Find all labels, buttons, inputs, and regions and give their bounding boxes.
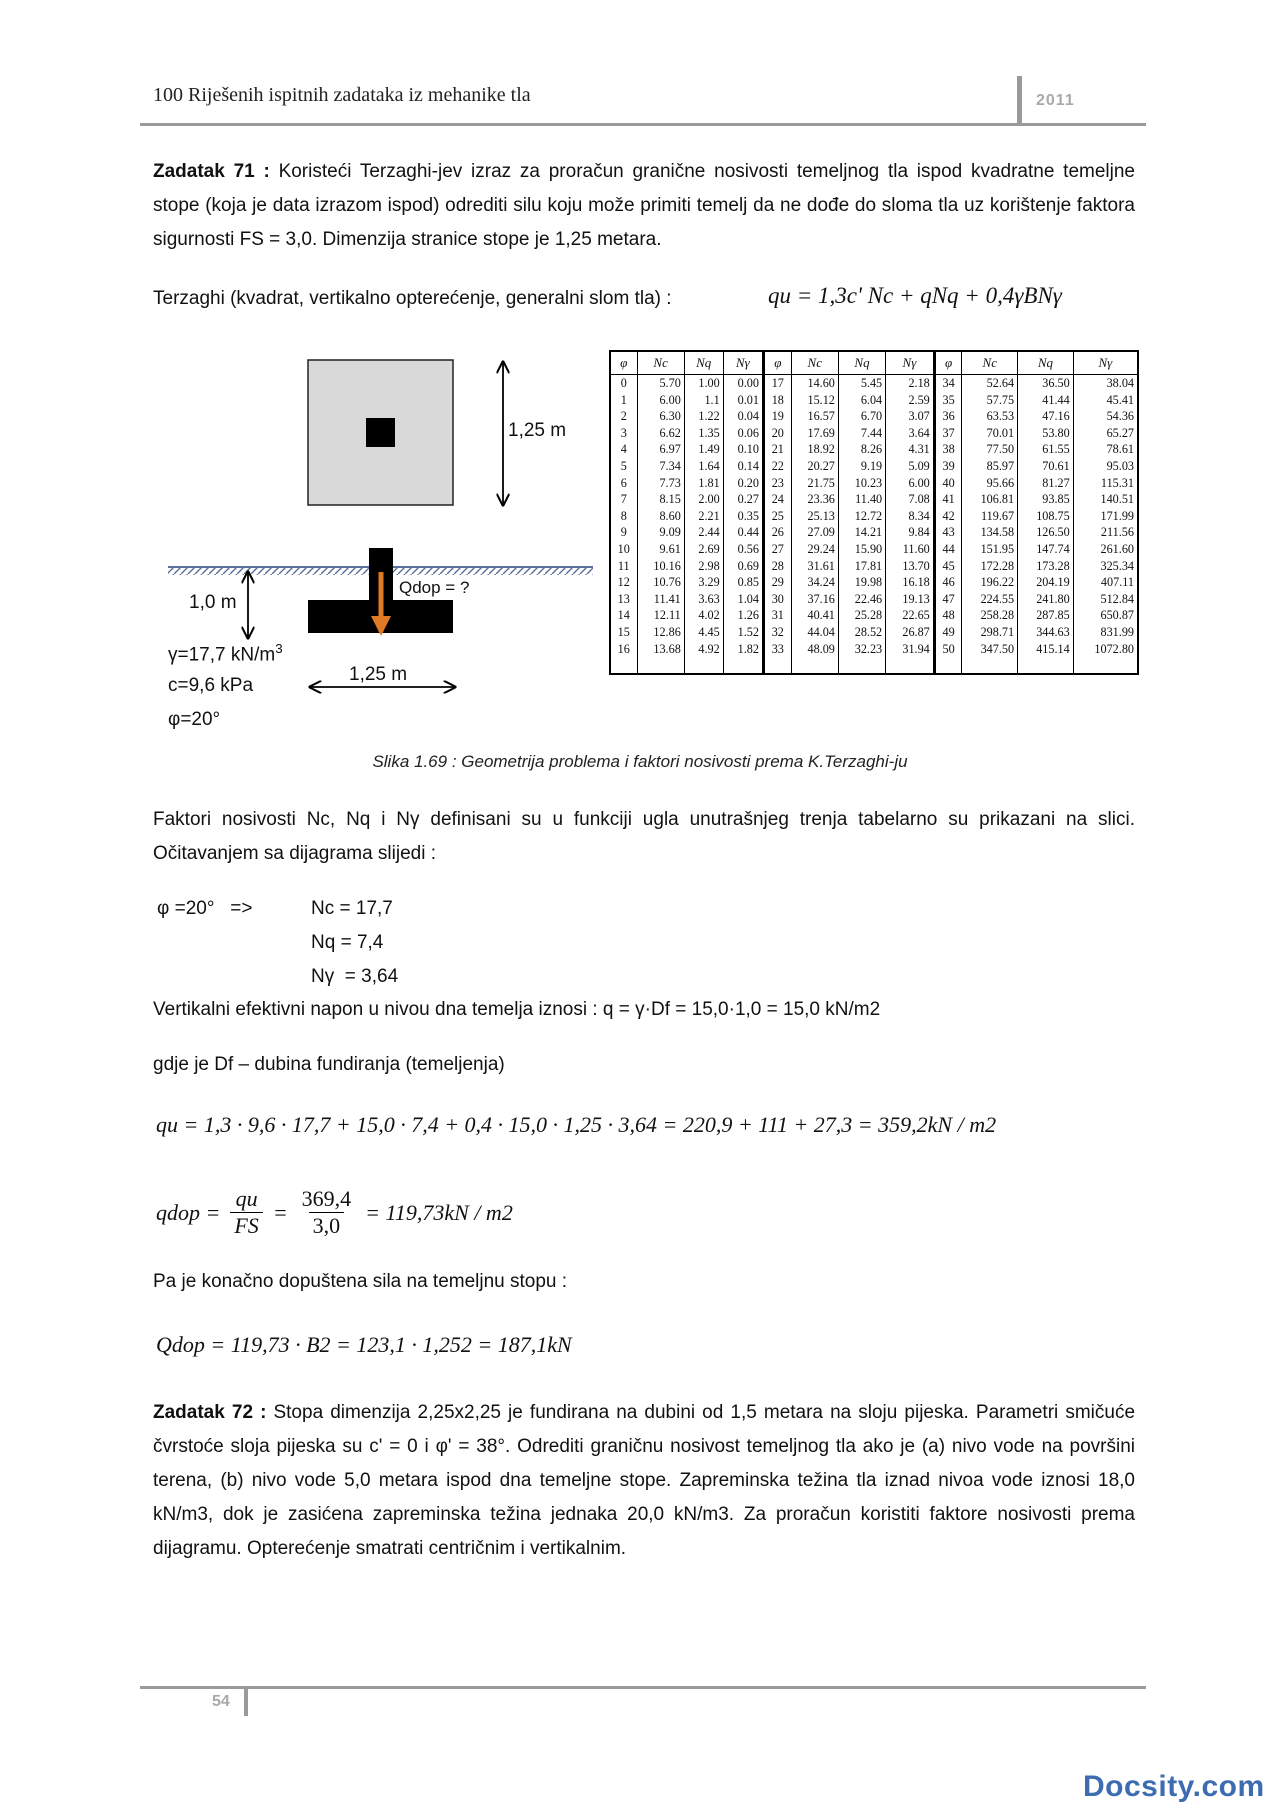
terzaghi-formula: qu = 1,3c' Nc + qNq + 0,4γBNγ xyxy=(768,283,1062,308)
ngamma-column: 2.18 2.59 3.07 3.64 4.31 5.09 6.00 7.08 8.34 9.84 11.60 13.70 16.18 19.13 22.65 26.87 31.94 xyxy=(886,375,935,675)
label-depth: 1,0 m xyxy=(189,592,237,613)
table-header-row xyxy=(610,351,1138,375)
col-header: Nq xyxy=(1018,351,1074,375)
label-cohesion: c=9,6 kPa xyxy=(168,675,254,696)
header-year: 2011 xyxy=(1036,92,1075,109)
task71-paragraph xyxy=(153,155,1135,257)
task72-heading: Zadatak 72 : xyxy=(153,1402,267,1423)
plan-view-square xyxy=(308,360,453,505)
qdop-lhs: qdop = xyxy=(156,1199,221,1225)
bearing-factors-table xyxy=(609,350,1139,675)
col-header: φ xyxy=(610,351,637,375)
page-number: 54 xyxy=(212,1693,230,1710)
final-intro: Pa je konačno dopuštena sila na temeljnu stopu : xyxy=(153,1271,568,1292)
nq-column: 1.00 1.1 1.22 1.35 1.49 1.64 1.81 2.00 2.21 2.44 2.69 2.98 3.29 3.63 4.02 4.45 4.92 xyxy=(684,375,723,675)
task71-heading: Zadatak 71 : xyxy=(153,161,270,182)
nc-value: Nc = 17,7 xyxy=(311,898,393,919)
running-header-title: 100 Riješenih ispitnih zadataka iz mehanike tla xyxy=(153,84,531,106)
stress-line: Vertikalni efektivni napon u nivou dna temelja iznosi : q = γ·Df = 15,0·1,0 = 15,0 kN/m2 xyxy=(153,999,881,1020)
qdop-result: = 119,73kN / m2 xyxy=(365,1199,513,1225)
label-phi: φ=20° xyxy=(168,709,221,730)
nc-column: 5.70 6.00 6.30 6.62 6.97 7.34 7.73 8.15 8.60 9.09 9.61 10.16 10.76 11.41 12.11 12.86 13.68 xyxy=(637,375,684,675)
col-header: Nγ xyxy=(886,351,935,375)
nc-column: 14.60 15.12 16.57 17.69 18.92 20.27 21.75 23.36 25.13 27.09 29.24 31.61 34.24 37.16 40.41 44.04 48.09 xyxy=(791,375,838,675)
task72-text: Stopa dimenzija 2,25x2,25 je fundirana na dubini od 1,5 metara na sloju pijeska. Parametri smičuće čvrstoće sloja pijeska su c' = 0 i φ' = 38°. Odrediti graničnu nosivost temeljnog tla ako je (a) nivo vode na površini terena, (b) nivo vode 5,0 metara ispod dna temeljne stope. Zapreminska težina tla iznad nivoa vode iznosi 18,0 kN/m3, dok je zasićena zapreminska težina jednaka 20,0 kN/m3. Za proračun koristiti faktore nosivosti prema dijagramu. Opterećenje smatrati centričnim i vertikalnim. xyxy=(153,1402,1136,1559)
header-divider xyxy=(1017,76,1022,124)
figure-caption: Slika 1.69 : Geometrija problema i faktori nosivosti prema K.Terzaghi-ju xyxy=(372,752,908,771)
label-force: Qdop = ? xyxy=(399,578,470,597)
nq-column: 5.45 6.04 6.70 7.44 8.26 9.19 10.23 11.40 12.72 14.21 15.90 17.81 19.98 22.46 25.28 28.52 32.23 xyxy=(838,375,885,675)
qu-equation: qu = 1,3 · 9,6 · 17,7 + 15,0 · 7,4 + 0,4 · 15,0 · 1,25 · 3,64 = 220,9 + 111 + 27,3 = 359,2kN / m2 xyxy=(156,1112,997,1137)
ngamma-column: 0.00 0.01 0.04 0.06 0.10 0.14 0.20 0.27 0.35 0.44 0.56 0.69 0.85 1.04 1.26 1.52 1.82 xyxy=(723,375,763,675)
col-header: Nq xyxy=(684,351,723,375)
phi-column: 34 35 36 37 38 39 40 41 42 43 44 45 46 47 48 49 50 xyxy=(934,375,962,675)
col-header: φ xyxy=(763,351,791,375)
phi-column: 17 18 19 20 21 22 23 24 25 26 27 28 29 30 31 32 33 xyxy=(763,375,791,675)
docsity-watermark: Docsity.com xyxy=(1083,1770,1265,1803)
fraction-qu-fs: $\frac{qu}{FS}$ xyxy=(230,1186,262,1239)
col-header: Nq xyxy=(838,351,885,375)
phi-value: φ =20° => xyxy=(157,898,253,919)
table-body-row xyxy=(610,375,1138,675)
label-dim-top: 1,25 m xyxy=(508,420,567,441)
label-width: 1,25 m xyxy=(349,664,408,685)
nq-value: Nq = 7,4 xyxy=(311,932,384,953)
col-header: φ xyxy=(934,351,962,375)
col-header: Nc xyxy=(637,351,684,375)
col-header: Nc xyxy=(791,351,838,375)
col-header: Nγ xyxy=(1073,351,1138,375)
ngamma-value: Nγ = 3,64 xyxy=(311,966,399,987)
Q-equation: Qdop = 119,73 · B2 = 123,1 · 1,252 = 187,1kN xyxy=(156,1332,572,1357)
qdop-equation: qdop = $\frac{qu}{FS}$ = $\frac{369,4}{3,0}$ = 119,73kN / m2 xyxy=(156,1186,513,1238)
footer-rule xyxy=(140,1686,1146,1689)
col-header: Nγ xyxy=(723,351,763,375)
task71-text: Koristeći Terzaghi-jev izraz za proračun granične nosivosti temeljnog tla ispod kvadratne temeljne stope (koja je data izrazom ispod) odrediti silu koju može primiti temelj da ne dođe do sloma tla uz korištenje faktora sigurnosti FS = 3,0. Dimenzija stranice stope je 1,25 metara. xyxy=(153,161,1135,250)
task72-paragraph xyxy=(153,1396,1135,1566)
fraction-values: $\frac{369,4}{3,0}$ xyxy=(301,1186,352,1238)
nc-column: 52.64 57.75 63.53 70.01 77.50 85.97 95.66 106.81 119.67 134.58 151.95 172.28 196.22 224.55 258.28 298.71 347.50 xyxy=(962,375,1018,675)
depth-note: gdje je Df – dubina fundiranja (temeljenja) xyxy=(153,1054,505,1075)
formula-intro: Terzaghi (kvadrat, vertikalno opterećenje, generalni slom tla) : xyxy=(153,288,672,309)
phi-column: 0 1 2 3 4 5 6 7 8 9 10 11 12 13 14 15 16 xyxy=(610,375,637,675)
label-gamma: γ=17,7 $kN/m^3$ xyxy=(168,641,283,666)
header-rule xyxy=(140,123,1146,126)
col-header: Nc xyxy=(962,351,1018,375)
factors-intro: Faktori nosivosti Nc, Nq i Nγ definisani su u funkciji ugla unutrašnjeg trenja tabelarno su prikazani na slici. Očitavanjem sa dijagrama slijedi : xyxy=(153,809,1135,864)
nq-column: 36.50 41.44 47.16 53.80 61.55 70.61 81.27 93.85 108.75 126.50 147.74 173.28 204.19 241.80 287.85 344.63 415.14 xyxy=(1018,375,1074,675)
footer-divider xyxy=(244,1688,248,1716)
ngamma-column: 38.04 45.41 54.36 65.27 78.61 95.03 115.31 140.51 171.99 211.56 261.60 325.34 407.11 512.84 650.87 831.99 1072.80 xyxy=(1073,375,1138,675)
